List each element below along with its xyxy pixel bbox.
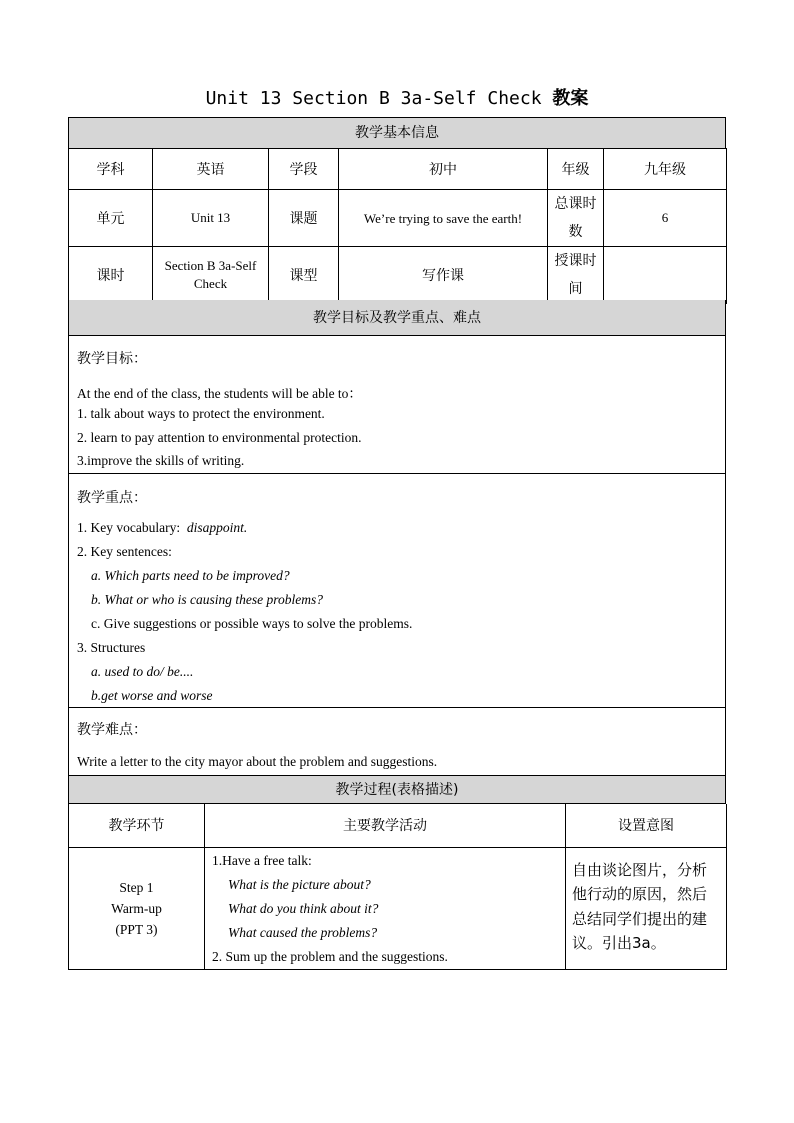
label-lesson-type: 课型 — [269, 247, 339, 304]
label-teaching-time: 授课时间 — [548, 247, 604, 304]
key-sentence: c. Give suggestions or possible ways to solve the problems. — [91, 616, 413, 631]
document-title: Unit 13 Section B 3a-Self Check 教案 — [205, 88, 589, 109]
difficult-points-section — [68, 707, 726, 775]
column-header-activities: 主要教学活动 — [205, 804, 566, 847]
value-subject: 英语 — [153, 149, 269, 190]
key-points-section — [68, 473, 726, 707]
structure-item: b.get worse and worse — [91, 688, 213, 703]
label-period: 课时 — [69, 247, 153, 304]
goals-heading: 教学目标： — [77, 351, 147, 367]
label-stage: 学段 — [269, 149, 339, 190]
table-row — [69, 847, 727, 969]
difficult-heading: 教学难点： — [77, 722, 147, 738]
value-lesson-type: 写作课 — [339, 247, 548, 304]
value-total-hours: 6 — [604, 190, 727, 247]
value-unit: Unit 13 — [153, 190, 269, 247]
process-header: 教学过程(表格描述) — [68, 775, 726, 804]
label-grade: 年级 — [548, 149, 604, 190]
activities-cell: 1.Have a free talk: What is the picture about? What do you think about it? What caused the problems? 2. Sum up the problem and the suggestions. — [205, 847, 566, 969]
table-row — [69, 247, 727, 304]
step-cell: Step 1 Warm-up (PPT 3) — [69, 847, 205, 969]
value-topic: We’re trying to save the earth! — [339, 190, 548, 247]
key-sentence: b. What or who is causing these problems? — [91, 592, 323, 607]
value-stage: 初中 — [339, 149, 548, 190]
goals-line: 1. talk about ways to protect the environment. — [77, 406, 325, 421]
key-sentences-label: 2. Key sentences: — [77, 544, 172, 559]
goals-header: 教学目标及教学重点、难点 — [68, 300, 726, 336]
column-header-stage: 教学环节 — [69, 804, 205, 847]
difficult-line: Write a letter to the city mayor about the problem and suggestions. — [77, 754, 438, 769]
table-row — [69, 804, 727, 847]
intent-cell: 自由谈论图片，分析 他行动的原因，然后 总结同学们提出的建 议。引出3a。 — [566, 847, 727, 969]
label-unit: 单元 — [69, 190, 153, 247]
structures-label: 3. Structures — [77, 640, 146, 655]
goals-line: 3.improve the skills of writing. — [77, 453, 245, 468]
structure-item: a. used to do/ be.... — [91, 664, 194, 679]
process-table — [68, 804, 727, 970]
label-topic: 课题 — [269, 190, 339, 247]
key-sentence: a. Which parts need to be improved? — [91, 568, 290, 583]
key-heading: 教学重点： — [77, 490, 147, 506]
label-total-hours: 总课时数 — [548, 190, 604, 247]
label-subject: 学科 — [69, 149, 153, 190]
column-header-intent: 设置意图 — [566, 804, 727, 847]
key-vocabulary: 1. Key vocabulary: disappoint. — [77, 520, 248, 535]
goals-line: At the end of the class, the students will be able to： — [77, 386, 362, 401]
value-grade: 九年级 — [604, 149, 727, 190]
basic-info-table — [68, 148, 727, 304]
value-period: Section B 3a-Self Check — [153, 247, 269, 304]
value-teaching-time — [604, 247, 727, 304]
table-row — [69, 190, 727, 247]
table-row — [69, 149, 727, 190]
goals-line: 2. learn to pay attention to environmental protection. — [77, 430, 362, 445]
goals-section — [68, 336, 726, 473]
basic-info-header: 教学基本信息 — [68, 117, 726, 148]
